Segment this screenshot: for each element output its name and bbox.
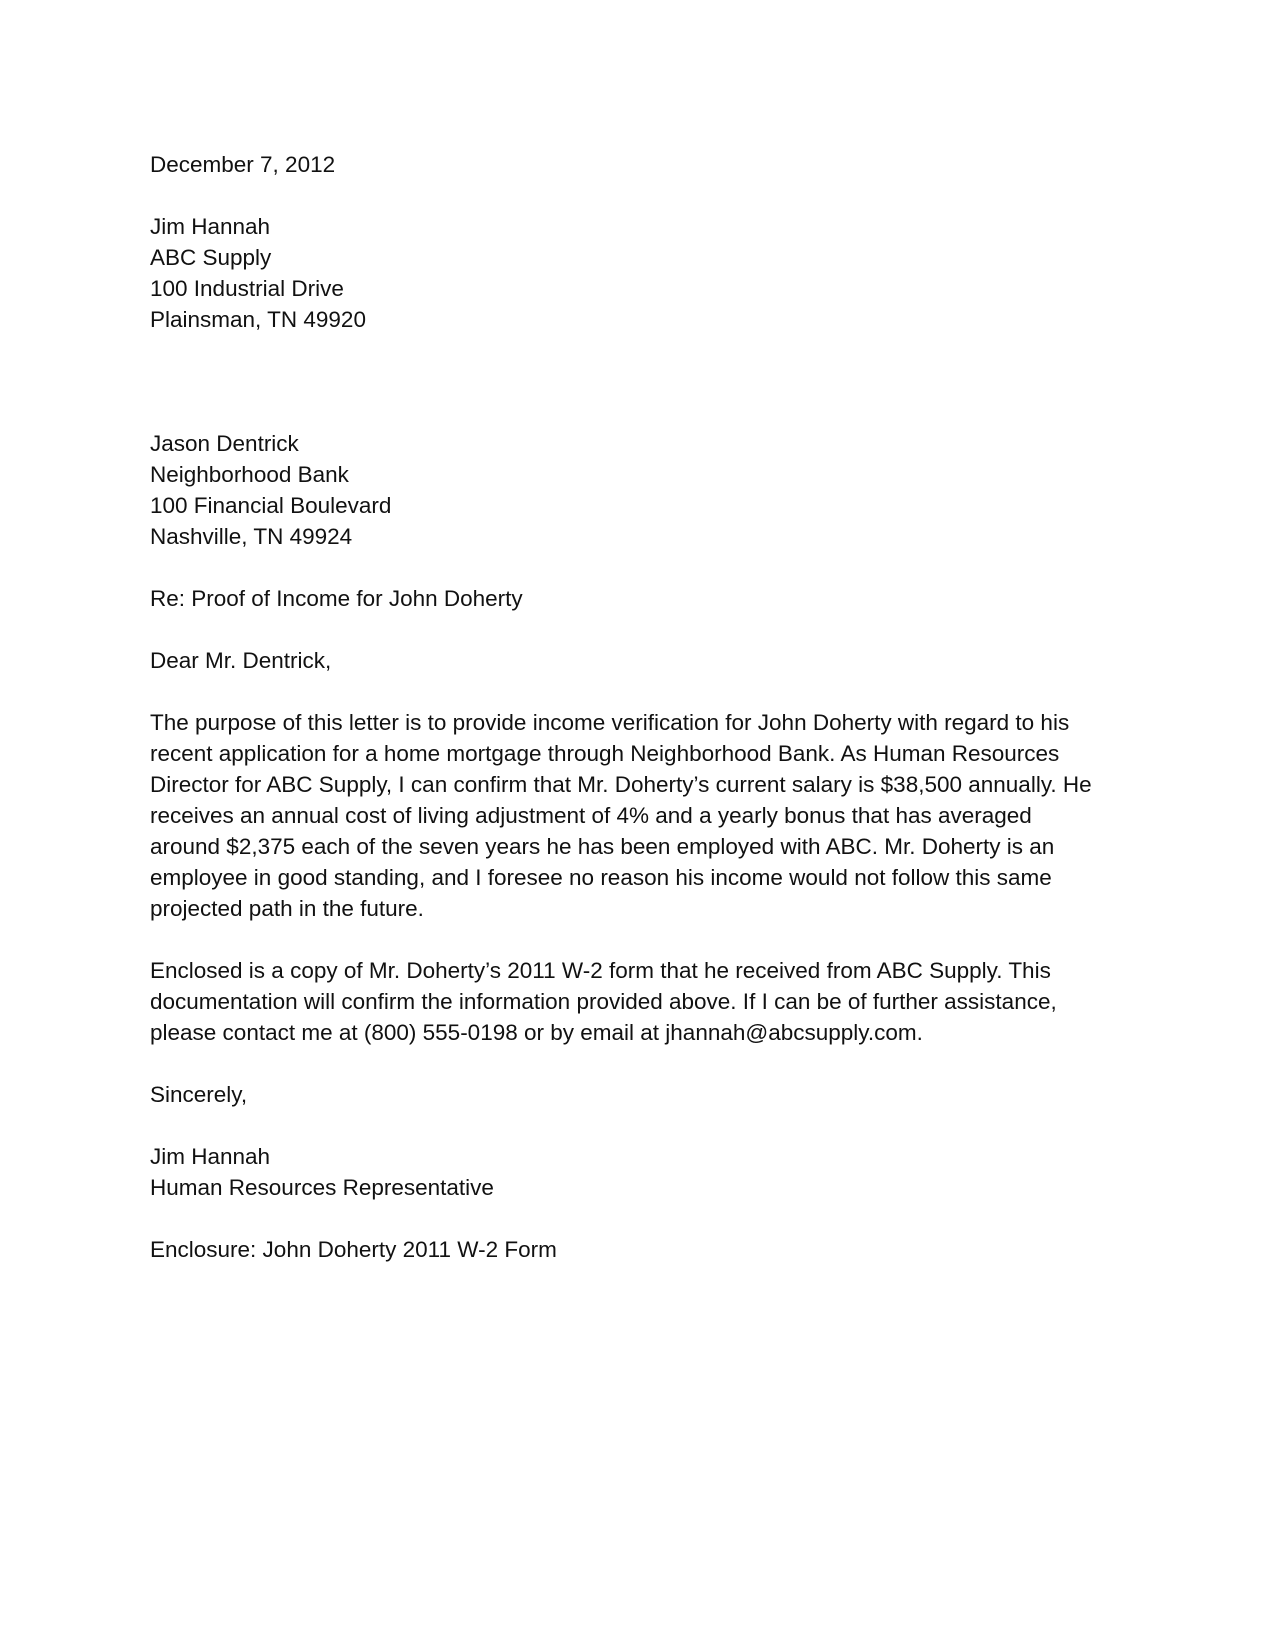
subject-line: Re: Proof of Income for John Doherty xyxy=(150,586,523,611)
sender-address xyxy=(150,211,1140,335)
sender-company: ABC Supply xyxy=(150,245,272,270)
body-line: employee in good standing, and I foresee no reason his income would not follow this same xyxy=(150,865,1052,890)
body-line: projected path in the future. xyxy=(150,896,424,921)
spacer xyxy=(150,1203,1140,1234)
body-line: Director for ABC Supply, I can confirm that Mr. Doherty’s current salary is $38,500 annually. He xyxy=(150,772,1092,797)
signature-title: Human Resources Representative xyxy=(150,1175,494,1200)
body-paragraph-1 xyxy=(150,707,1140,924)
recipient-street: 100 Financial Boulevard xyxy=(150,493,392,518)
body-line: receives an annual cost of living adjustment of 4% and a yearly bonus that has averaged xyxy=(150,803,1032,828)
spacer xyxy=(150,614,1140,645)
sender-street: 100 Industrial Drive xyxy=(150,276,344,301)
letter-content xyxy=(150,149,1140,1265)
spacer xyxy=(150,180,1140,211)
spacer xyxy=(150,552,1140,583)
body-line: please contact me at (800) 555-0198 or by email at jhannah@abcsupply.com. xyxy=(150,1020,923,1045)
recipient-name: Jason Dentrick xyxy=(150,431,299,456)
recipient-address xyxy=(150,428,1140,552)
signature-name: Jim Hannah xyxy=(150,1144,271,1169)
body-line: The purpose of this letter is to provide income verification for John Doherty with regard to his xyxy=(150,710,1070,735)
recipient-company: Neighborhood Bank xyxy=(150,462,349,487)
body-line: documentation will confirm the information provided above. If I can be of further assistance, xyxy=(150,989,1057,1014)
body-line: Enclosed is a copy of Mr. Doherty’s 2011 W-2 form that he received from ABC Supply. This xyxy=(150,958,1051,983)
sender-city-state-zip: Plainsman, TN 49920 xyxy=(150,307,366,332)
closing: Sincerely, xyxy=(150,1082,248,1107)
spacer xyxy=(150,335,1140,428)
sender-name: Jim Hannah xyxy=(150,214,271,239)
letter-date: December 7, 2012 xyxy=(150,152,336,177)
body-line: around $2,375 each of the seven years he has been employed with ABC. Mr. Doherty is an xyxy=(150,834,1055,859)
recipient-city-state-zip: Nashville, TN 49924 xyxy=(150,524,353,549)
enclosure-line: Enclosure: John Doherty 2011 W-2 Form xyxy=(150,1237,557,1262)
salutation: Dear Mr. Dentrick, xyxy=(150,648,332,673)
signature-block xyxy=(150,1141,1140,1203)
spacer xyxy=(150,1110,1140,1141)
spacer xyxy=(150,1048,1140,1079)
body-line: recent application for a home mortgage through Neighborhood Bank. As Human Resources xyxy=(150,741,1060,766)
spacer xyxy=(150,924,1140,955)
spacer xyxy=(150,676,1140,707)
body-paragraph-2 xyxy=(150,955,1140,1048)
